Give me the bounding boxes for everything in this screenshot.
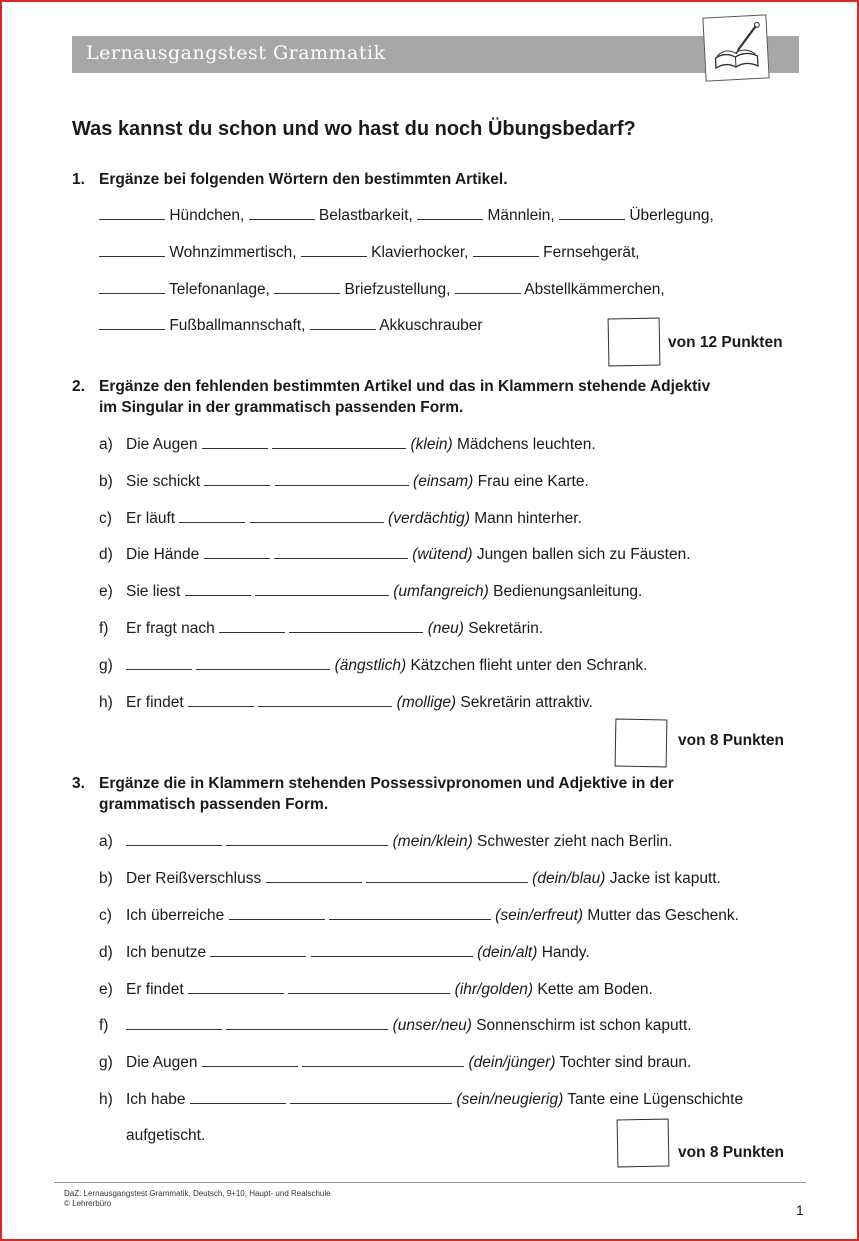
pronoun-blank[interactable]	[126, 1016, 222, 1030]
item-label: e)	[99, 981, 113, 998]
item-suffix: Sonnenschirm ist schon kaputt.	[476, 1017, 692, 1034]
answer-blank[interactable]	[455, 280, 521, 294]
item-prefix: Er findet	[126, 694, 184, 711]
item-suffix: Bedienungsanleitung.	[493, 583, 643, 600]
item-label: d)	[99, 546, 113, 563]
item-label: f)	[99, 1017, 109, 1034]
task2-title-line1: Ergänze den fehlenden bestimmten Artikel und das in Klammern stehende Adjektiv	[99, 378, 711, 395]
item-prefix: Ich habe	[126, 1091, 186, 1108]
item-prefix: Die Augen	[126, 1054, 198, 1071]
item-label: a)	[99, 833, 113, 850]
answer-blank[interactable]	[274, 280, 340, 294]
item-prefix: Die Augen	[126, 436, 198, 453]
article-blank[interactable]	[179, 509, 245, 523]
answer-blank[interactable]	[249, 206, 315, 220]
item-suffix: Handy.	[541, 944, 590, 961]
item-prefix: Sie liest	[126, 583, 181, 600]
task3-item-a	[99, 832, 673, 851]
task3-item-h-continuation: aufgetischt.	[126, 1127, 206, 1144]
adjective-blank[interactable]	[290, 1090, 452, 1104]
item-label: g)	[99, 1054, 113, 1071]
word: Fußballmannschaft,	[169, 317, 306, 334]
task3-item-d	[99, 943, 590, 962]
header-title: Lernausgangstest Grammatik	[86, 42, 386, 64]
adjective-blank[interactable]	[272, 435, 406, 449]
pronoun-blank[interactable]	[210, 943, 306, 957]
page-headline: Was kannst du schon und wo hast du noch Übungsbedarf?	[72, 118, 636, 140]
pronoun-blank[interactable]	[126, 832, 222, 846]
pronoun-blank[interactable]	[188, 980, 284, 994]
answer-blank[interactable]	[559, 206, 625, 220]
answer-blank[interactable]	[99, 243, 165, 257]
pronoun-adjective-hint: (sein/neugierig)	[456, 1091, 564, 1108]
item-prefix: Sie schickt	[126, 473, 201, 490]
pronoun-blank[interactable]	[266, 869, 362, 883]
item-prefix: Ich überreiche	[126, 907, 225, 924]
adjective-hint: (wütend)	[412, 546, 473, 563]
item-suffix: Jungen ballen sich zu Fäusten.	[476, 546, 691, 563]
item-label: f)	[99, 620, 109, 637]
item-suffix: Jacke ist kaputt.	[609, 870, 721, 887]
word: Akkuschrauber	[379, 317, 483, 334]
word: Überlegung,	[629, 207, 714, 224]
item-label: b)	[99, 870, 113, 887]
word: Hündchen,	[169, 207, 245, 224]
pronoun-blank[interactable]	[229, 906, 325, 920]
adjective-hint: (einsam)	[413, 473, 474, 490]
pronoun-blank[interactable]	[190, 1090, 286, 1104]
task2-item-g	[99, 656, 647, 675]
adjective-blank[interactable]	[226, 832, 388, 846]
answer-blank[interactable]	[301, 243, 367, 257]
footer-line-2: © Lehrerbüro	[64, 1199, 112, 1208]
task1-number: 1.	[72, 171, 85, 188]
answer-blank[interactable]	[473, 243, 539, 257]
task2-score-label: von 8 Punkten	[678, 732, 784, 749]
pronoun-adjective-hint: (dein/jünger)	[468, 1054, 556, 1071]
task2-item-d	[99, 545, 691, 564]
item-label: e)	[99, 583, 113, 600]
answer-blank[interactable]	[99, 316, 165, 330]
answer-blank[interactable]	[99, 280, 165, 294]
adjective-blank[interactable]	[196, 656, 330, 670]
adjective-blank[interactable]	[258, 693, 392, 707]
task1-line-2	[99, 243, 640, 262]
task3-number: 3.	[72, 775, 85, 792]
item-label: d)	[99, 944, 113, 961]
item-label: h)	[99, 694, 113, 711]
adjective-blank[interactable]	[250, 509, 384, 523]
word: Wohnzimmertisch,	[169, 244, 297, 261]
adjective-blank[interactable]	[302, 1053, 464, 1067]
footer-divider	[54, 1182, 806, 1183]
task3-item-c	[99, 906, 739, 925]
item-label: c)	[99, 907, 112, 924]
item-suffix: Tante eine Lügenschichte	[567, 1091, 744, 1108]
task3-title-line1: Ergänze die in Klammern stehenden Possessivpronomen und Adjektive in der	[99, 775, 674, 792]
task3-item-e	[99, 980, 653, 999]
task1-score-box[interactable]	[608, 318, 661, 367]
adjective-hint: (neu)	[427, 620, 464, 637]
item-suffix: Tochter sind braun.	[559, 1054, 692, 1071]
item-suffix: Mutter das Geschenk.	[587, 907, 739, 924]
footer-text	[64, 1189, 331, 1209]
article-blank[interactable]	[188, 693, 254, 707]
adjective-blank[interactable]	[366, 869, 528, 883]
task2-item-h	[99, 693, 593, 712]
adjective-blank[interactable]	[275, 472, 409, 486]
task2-item-c	[99, 509, 582, 528]
task3-item-h	[99, 1090, 743, 1109]
item-suffix: Kätzchen flieht unter den Schrank.	[410, 657, 648, 674]
task1-line-1	[99, 206, 714, 225]
adjective-blank[interactable]	[289, 619, 423, 633]
item-prefix: Er fragt nach	[126, 620, 215, 637]
item-label: h)	[99, 1091, 113, 1108]
adjective-hint: (verdächtig)	[388, 510, 470, 527]
task1-title-text: Ergänze bei folgenden Wörtern den bestimmten Artikel.	[99, 171, 508, 188]
item-suffix: Frau eine Karte.	[477, 473, 589, 490]
answer-blank[interactable]	[417, 206, 483, 220]
answer-blank[interactable]	[310, 316, 376, 330]
page-number: 1	[796, 1202, 804, 1218]
item-prefix: Er läuft	[126, 510, 176, 527]
pronoun-adjective-hint: (sein/erfreut)	[495, 907, 584, 924]
pronoun-blank[interactable]	[202, 1053, 298, 1067]
adjective-blank[interactable]	[226, 1016, 388, 1030]
pronoun-adjective-hint: (ihr/golden)	[454, 981, 534, 998]
task2-item-b	[99, 472, 589, 491]
task3-title-line2: grammatisch passenden Form.	[99, 796, 329, 813]
header-bar	[72, 36, 799, 73]
article-blank[interactable]	[204, 545, 270, 559]
task2-score-box[interactable]	[615, 719, 668, 768]
task2-item-e	[99, 582, 642, 601]
article-blank[interactable]	[204, 472, 270, 486]
item-suffix: Mann hinterher.	[474, 510, 582, 527]
pronoun-adjective-hint: (mein/klein)	[392, 833, 473, 850]
word: Telefonanlage,	[169, 281, 270, 298]
adjective-blank[interactable]	[311, 943, 473, 957]
answer-blank[interactable]	[99, 206, 165, 220]
word: Klavierhocker,	[371, 244, 469, 261]
word: Fernsehgerät,	[543, 244, 640, 261]
adjective-hint: (mollige)	[396, 694, 457, 711]
task2-item-f	[99, 619, 543, 638]
article-blank[interactable]	[202, 435, 268, 449]
adjective-hint: (klein)	[410, 436, 453, 453]
item-suffix: Mädchens leuchten.	[456, 436, 596, 453]
task1-line-3	[99, 280, 665, 299]
word: Abstellkämmerchen,	[524, 281, 665, 298]
item-prefix: Er findet	[126, 981, 184, 998]
article-blank[interactable]	[185, 582, 251, 596]
word: Briefzustellung,	[344, 281, 451, 298]
adjective-blank[interactable]	[329, 906, 491, 920]
task2-title-line2: im Singular in der grammatisch passenden Form.	[99, 399, 464, 416]
item-suffix: Sekretärin.	[468, 620, 544, 637]
task2-item-a	[99, 435, 596, 454]
footer-line-1: DaZ: Lernausgangstest Grammatik, Deutsch, 9+10, Haupt- und Realschule	[64, 1189, 331, 1198]
task1-score-label: von 12 Punkten	[668, 334, 783, 351]
item-suffix: Schwester zieht nach Berlin.	[477, 833, 673, 850]
item-label: b)	[99, 473, 113, 490]
pronoun-adjective-hint: (dein/alt)	[477, 944, 538, 961]
pronoun-adjective-hint: (dein/blau)	[532, 870, 606, 887]
item-prefix: Die Hände	[126, 546, 200, 563]
task3-item-g	[99, 1053, 691, 1072]
word: Männlein,	[487, 207, 555, 224]
task3-item-b	[99, 869, 721, 888]
item-label: g)	[99, 657, 113, 674]
task3-item-f	[99, 1016, 692, 1035]
item-prefix: Ich benutze	[126, 944, 207, 961]
task2-number: 2.	[72, 378, 85, 395]
article-blank[interactable]	[219, 619, 285, 633]
adjective-blank[interactable]	[288, 980, 450, 994]
adjective-hint: (umfangreich)	[393, 583, 489, 600]
item-label: c)	[99, 510, 112, 527]
book-pencil-icon	[702, 14, 769, 81]
item-prefix: Der Reißverschluss	[126, 870, 262, 887]
adjective-blank[interactable]	[255, 582, 389, 596]
adjective-blank[interactable]	[274, 545, 408, 559]
article-blank[interactable]	[126, 656, 192, 670]
item-label: a)	[99, 436, 113, 453]
item-suffix: Kette am Boden.	[537, 981, 653, 998]
pronoun-adjective-hint: (unser/neu)	[392, 1017, 472, 1034]
word: Belastbarkeit,	[318, 207, 413, 224]
adjective-hint: (ängstlich)	[334, 657, 407, 674]
task3-score-box[interactable]	[617, 1119, 670, 1168]
task1-line-4	[99, 316, 483, 335]
item-suffix: Sekretärin attraktiv.	[460, 694, 593, 711]
task3-score-label: von 8 Punkten	[678, 1144, 784, 1161]
